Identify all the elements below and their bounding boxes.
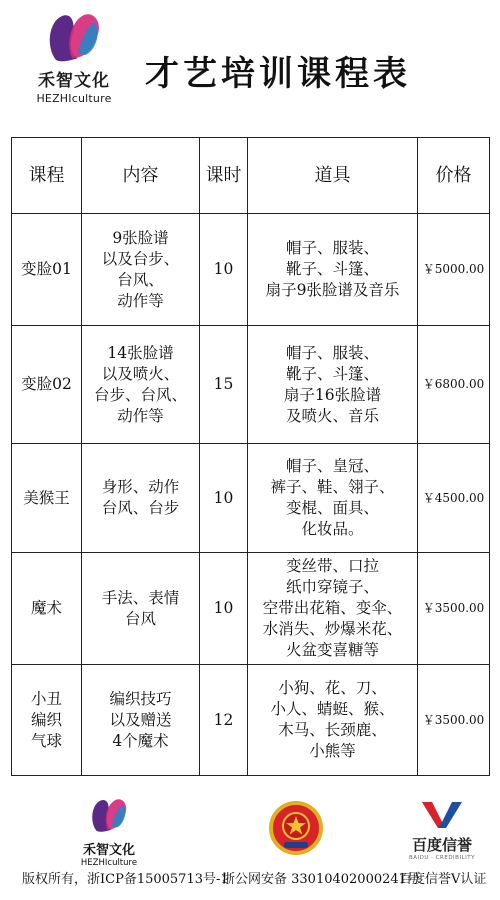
course-props xyxy=(248,665,418,776)
page-title: 才艺培训课程表 xyxy=(145,54,411,94)
content-line: 14张脸谱 xyxy=(107,343,174,362)
props-line: 帽子、服装、 xyxy=(285,343,379,362)
course-name: 变脸02 xyxy=(12,326,82,444)
course-hours: 10 xyxy=(200,444,248,553)
copyright-text: 版权所有，浙ICP备15005713号-1 xyxy=(22,872,229,887)
course-table xyxy=(11,137,490,776)
content-line: 以及赠送 xyxy=(109,710,172,729)
baidu-credibility-en: BAIDU · CREDIBILITY xyxy=(409,855,475,861)
content-line: 台风 xyxy=(124,609,156,628)
props-line: 扇子9张脸谱及音乐 xyxy=(265,281,400,299)
footer-brand-logo xyxy=(74,795,144,868)
props-line: 变丝带、口拉 xyxy=(285,557,379,575)
course-props xyxy=(248,214,418,326)
brand-logo xyxy=(24,8,124,114)
course-name: 美猴王 xyxy=(12,444,82,553)
hezhi-logo-icon xyxy=(86,795,132,835)
content-line: 编织技巧 xyxy=(109,689,172,708)
content-line: 4个魔术 xyxy=(112,731,169,750)
column-header-props: 道具 xyxy=(248,138,418,214)
footer-brand-name-cn: 禾智文化 xyxy=(82,843,135,858)
course-name: 魔术 xyxy=(12,553,82,665)
course-content xyxy=(82,665,200,776)
column-header-hours: 课时 xyxy=(200,138,248,214)
course-props xyxy=(248,553,418,665)
course-price: ￥5000.00 xyxy=(418,214,490,326)
baidu-credibility-logo xyxy=(402,800,482,861)
props-line: 靴子、斗篷、 xyxy=(285,364,379,383)
props-line: 帽子、皇冠、 xyxy=(285,457,379,475)
props-line: 小人、蜻蜓、猴、 xyxy=(270,700,395,718)
course-hours: 12 xyxy=(200,665,248,776)
props-line: 木马、长颈鹿、 xyxy=(278,721,387,739)
column-header-content: 内容 xyxy=(82,138,200,214)
column-header-course: 课程 xyxy=(12,138,82,214)
course-content xyxy=(82,444,200,553)
table-header-row xyxy=(12,138,490,214)
props-line: 空带出花箱、变伞、 xyxy=(262,599,403,617)
course-price: ￥4500.00 xyxy=(418,444,490,553)
props-line: 扇子16张脸谱 xyxy=(283,385,382,404)
content-line: 台风、 xyxy=(117,270,164,289)
course-name-line: 小丑 xyxy=(30,689,62,708)
props-line: 裤子、鞋、翎子、 xyxy=(270,478,395,496)
baidu-credibility-name: 百度信誉 xyxy=(411,836,472,854)
props-line: 及喷火、音乐 xyxy=(285,406,379,425)
course-props xyxy=(248,326,418,444)
props-line: 小熊等 xyxy=(309,742,356,760)
course-content xyxy=(82,326,200,444)
brand-name-cn: 禾智文化 xyxy=(38,71,110,91)
table-row xyxy=(12,214,490,326)
course-name: 变脸01 xyxy=(12,214,82,326)
hezhi-logo-icon xyxy=(42,8,106,66)
police-record-text: 浙公网安备 33010402000241号 xyxy=(222,872,420,887)
table-row xyxy=(12,553,490,665)
course-content xyxy=(82,553,200,665)
course-price: ￥3500.00 xyxy=(418,665,490,776)
content-line: 以及台步、 xyxy=(101,249,180,268)
props-line: 变棍、面具、 xyxy=(285,499,379,517)
course-name-line: 编织 xyxy=(30,710,62,729)
props-line: 纸巾穿镜子、 xyxy=(285,578,379,596)
course-hours: 10 xyxy=(200,214,248,326)
props-line: 化妆品。 xyxy=(301,520,364,538)
table-row xyxy=(12,326,490,444)
content-line: 台步、台风、 xyxy=(93,385,187,404)
content-line: 9张脸谱 xyxy=(112,228,169,247)
table-row xyxy=(12,665,490,776)
content-line: 身形、动作 xyxy=(101,478,180,496)
police-emblem-icon xyxy=(268,800,324,860)
brand-name-en: HEZHIculture xyxy=(36,92,112,105)
footer-brand-name-en: HEZHIculture xyxy=(80,858,138,868)
props-line: 靴子、斗篷、 xyxy=(285,260,379,278)
content-line: 动作等 xyxy=(117,406,164,425)
content-line: 动作等 xyxy=(117,291,164,310)
course-price: ￥6800.00 xyxy=(418,326,490,444)
course-price: ￥3500.00 xyxy=(418,553,490,665)
baidu-v-icon xyxy=(420,800,464,830)
course-content xyxy=(82,214,200,326)
course-hours: 15 xyxy=(200,326,248,444)
course-name-line: 气球 xyxy=(30,731,62,750)
table-row xyxy=(12,444,490,553)
props-line: 帽子、服装、 xyxy=(285,239,379,257)
baidu-cert-text: 百度信誉V认证 xyxy=(399,872,487,887)
props-line: 水消失、炒爆米花、 xyxy=(262,620,403,638)
content-line: 手法、表情 xyxy=(101,588,180,607)
content-line: 以及喷火、 xyxy=(101,364,180,383)
course-props xyxy=(248,444,418,553)
course-hours: 10 xyxy=(200,553,248,665)
course-name xyxy=(12,665,82,776)
column-header-price: 价格 xyxy=(418,138,490,214)
props-line: 火盆变喜糖等 xyxy=(285,641,379,659)
props-line: 小狗、花、刀、 xyxy=(278,679,387,697)
content-line: 台风、台步 xyxy=(101,499,180,517)
